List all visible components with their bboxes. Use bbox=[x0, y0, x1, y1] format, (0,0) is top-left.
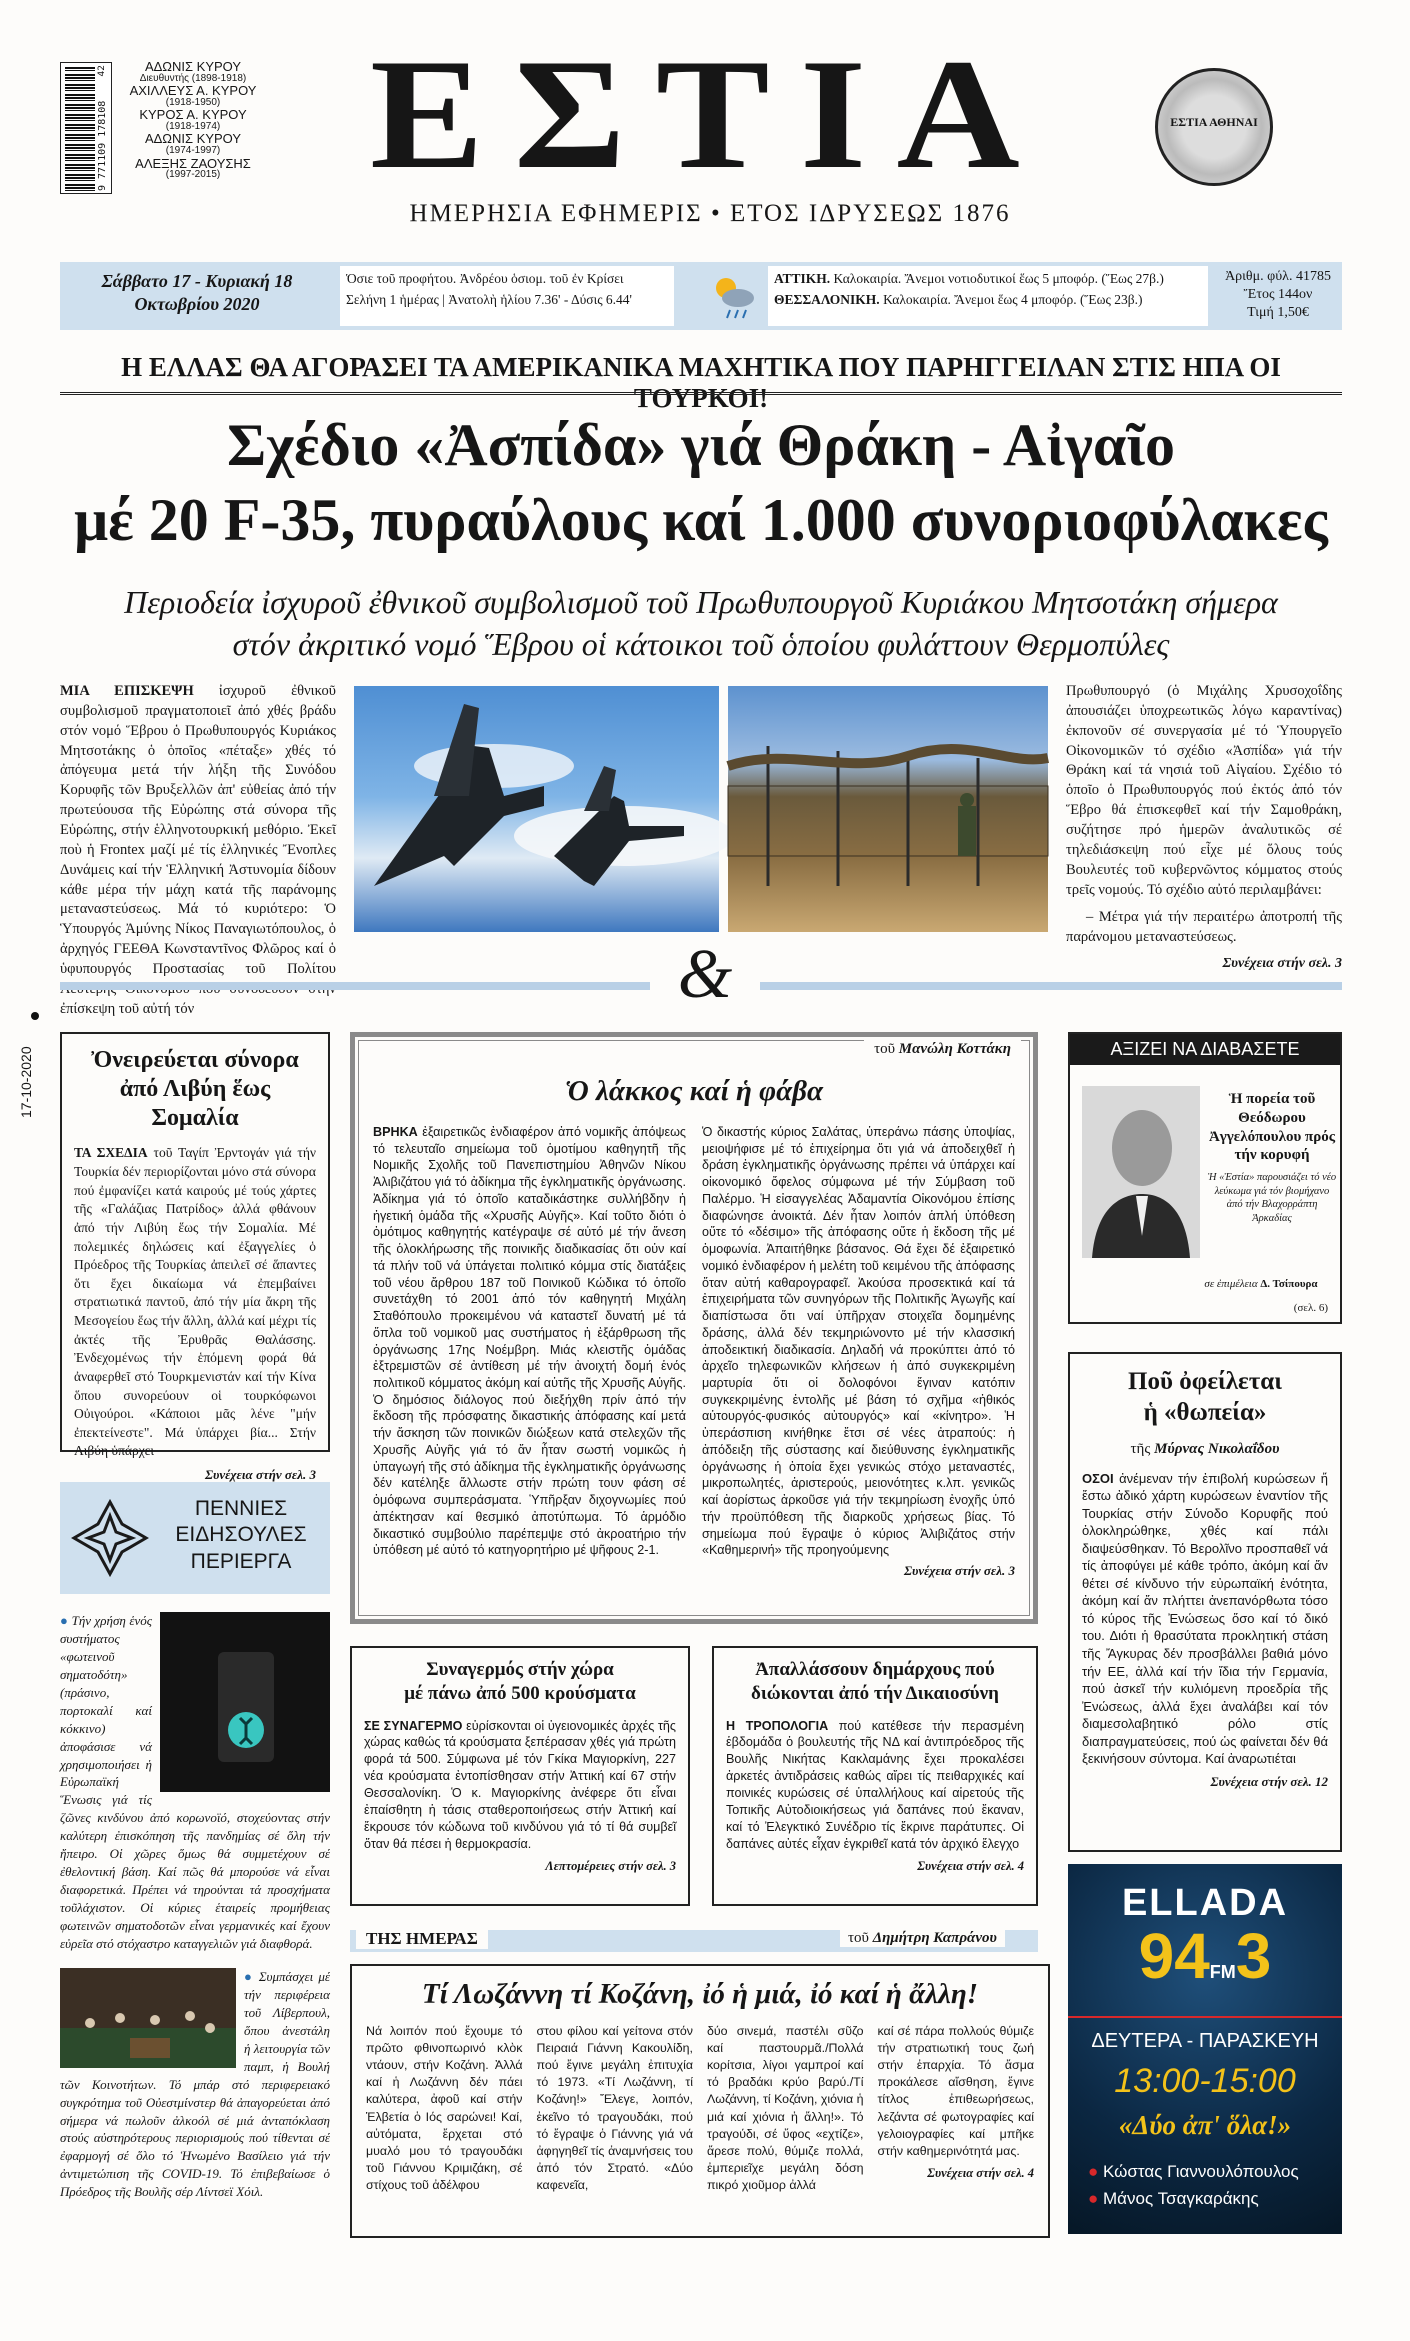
continued-link[interactable]: Συνέχεια στήν σελ. 4 bbox=[927, 2165, 1034, 2180]
article-title bbox=[364, 1658, 676, 1706]
byline-author: Μανώλη Κοττάκη bbox=[898, 1041, 1011, 1057]
worth-title: Ἡ πορεία τοῦ Θεόδωρου Ἀγγελόπουλου πρός τήν κορυφή bbox=[1208, 1091, 1336, 1164]
seal-emblem-icon bbox=[1155, 68, 1273, 186]
issue-year: Ἔτος 144ον bbox=[1243, 287, 1313, 303]
freq-fm: FM bbox=[1209, 1962, 1236, 1982]
masthead-title: ΕΣΤΙΑ bbox=[369, 27, 1051, 202]
gossip-item-1 bbox=[60, 1612, 330, 1952]
lead-story-left bbox=[60, 682, 336, 1017]
lead-body: ἰσχυροῦ ἐθνικοῦ συμβολισμοῦ πραγματοποιεῖ ἀπό χθές βράδυ στόν νομό Ἕβρου ὁ Πρωθυπουργός Κυριάκος Μητσοτάκης ὁ ὁποῖος «πέταξε» χθές τό ἀπόγευμα μετά τήν λήξη τῆς Συνόδου Κορυφῆς τῶν Βρυξελλῶν ἀπ' εὐθείας ἀπό τήν πρωτεύουσα τῆς Εὐρώπης στά σύνορα τῆς Εὐρώπης, στήν ἑλληνοτουρκική μεθόριο. Ἐκεῖ ποὺ ἡ Frontex μαζί μέ τίς ἑλληνικές Ἔνοπλες Δυνάμεις καί τήν Ἑλληνική Ἀστυνομία δίδουν κάθε μέρα τήν μάχη κατά τῆς παράνομης μεταναστεύσεως. Μά τό κυριότερο: Ὁ Ὑπουργός Ἀμύνης Νίκος Παναγιωτόπουλος, ὁ ἀρχηγός ΓΕΕΘΑ Κωνσταντῖνος Φλῶρος καί ὁ ὑφυπουργός Προστασίας τοῦ Πολίτου ἐπίσκεψη τοῦ αὐτή τόν bbox=[60, 683, 336, 1017]
article-title bbox=[726, 1658, 1024, 1706]
continued-link[interactable]: Συνέχεια στήν σελ. 3 bbox=[904, 1563, 1015, 1579]
lead-word: ΒΡΗΚΑ bbox=[373, 1125, 418, 1139]
weather-text: Καλοκαιρία. Ἄνεμοι νοτιοδυτικοί ἕως 5 μποφόρ. (Ἕως 27β.) bbox=[833, 271, 1164, 286]
subhead-line: στόν ἀκριτικό νομό Ἕβρου οἱ κάτοικοι τοῦ ὁποίου φυλάττουν Θερμοπύλες bbox=[232, 625, 1170, 662]
issue-date bbox=[62, 270, 332, 317]
editor-role: (1997-2015) bbox=[165, 169, 221, 181]
article-title bbox=[1082, 1366, 1328, 1429]
parliament-photo bbox=[60, 1968, 236, 2068]
continued-link[interactable]: Συνέχεια στήν σελ. 12 bbox=[1210, 1773, 1328, 1789]
title-line: ἡ «θωπεία» bbox=[1143, 1399, 1267, 1427]
gossip-title bbox=[156, 1496, 326, 1575]
lead-word: ΣΕ ΣΥΝΑΓΕΡΜΟ bbox=[364, 1718, 463, 1733]
article-body: εὑρίσκονται οἱ ὑγειονομικές ἀρχές τῆς χώρας καθώς τά κρούσματα ξεπέρασαν χθές γιά πρώτη φορά τά 500. Σύμφωνα μέ τόν Γκίκα Μαγιορκίνη, 227 νέα κρούσματα ἐντοπίσθησαν στήν Ἀττική καί 67 στήν Θεσσαλονίκη. Ὁ κ. Μαγιορκίνης ἀνέφερε ὅτι εἶναι ἐπαίσθητη ἡ τάσις σταθεροποιήσεως στήν Ἀττική καί ἔκρουσε τόν κώδωνα τοῦ κινδύνου γιά τό τί θά συμβεῖ ὅταν θά πέσει ἡ θερμοκρασία. bbox=[364, 1718, 677, 1851]
editor-name: ΑΔΩΝΙΣ ΚΥΡΟΥ bbox=[144, 59, 242, 74]
byline bbox=[1082, 1441, 1328, 1458]
issue-number: Ἀριθμ. φύλ. 41785 bbox=[1225, 269, 1331, 284]
day-tag: ΤΗΣ ΗΜΕΡΑΣ bbox=[356, 1929, 488, 1949]
lead-story-right bbox=[1066, 682, 1342, 972]
radio-hosts bbox=[1088, 2158, 1328, 2212]
radio-days: ΔΕΥΤΕΡΑ - ΠΑΡΑΣΚΕΥΗ bbox=[1091, 2030, 1319, 2052]
article-body: δύο σινεμά, παστέλι σῦζο καί παστουρμᾶ./Πολλά κορίτσια, λίγοι γαμπροί καί τό βραδάκι κρύο βαρύ./Τί Λωζάννη, τί Κοζάνη, χιόνια ἡ μιά καί χιόνια ἡ ἄλλη!». Τό τραγούδι, σέ ὕφος «εχτίζε», ἄρεσε πολύ, θύμιζε πολλά, ἐμπεριεῖχε μεγάλη δόση πικρό χιοῦμορ ἀλλά bbox=[707, 2024, 864, 2192]
gossip-title-line: ΕΙΔΗΣΟΥΛΕΣ bbox=[175, 1523, 307, 1547]
worth-reading-box bbox=[1068, 1032, 1342, 1324]
lead-word: Η ΤΡΟΠΟΛΟΓΙΑ bbox=[726, 1718, 829, 1733]
opinion-frame bbox=[350, 1032, 1038, 1624]
decorative-star-icon bbox=[70, 1494, 150, 1582]
covid-alarm-article bbox=[350, 1646, 690, 1906]
kicker-headline: Η ΕΛΛΑΣ ΘΑ ΑΓΟΡΑΣΕΙ ΤΑ ΑΜΕΡΙΚΑΝΙΚΑ ΜΑΧΗΤΙΚΑ ΠΟΥ ΠΑΡΗΓΓΕΙΛΑΝ ΣΤΙΣ ΗΠΑ ΟΙ ΤΟΥΡΚΟΙ! bbox=[121, 352, 1281, 413]
editor-role: Διευθυντής (1898-1918) bbox=[139, 72, 247, 84]
weather-sun-rain-icon bbox=[708, 270, 760, 322]
portrait-photo bbox=[1082, 1086, 1200, 1258]
editor-name: ΑΛΕΞΗΣ ΖΑΟΥΣΗΣ bbox=[135, 155, 251, 171]
saints-line: Ὁσιε τοῦ προφήτου. Ἀνδρέου ὁσιομ. τοῦ ἐν Κρίσει bbox=[346, 271, 624, 286]
main-headline bbox=[60, 408, 1342, 558]
saints-calendar bbox=[340, 266, 674, 326]
barcode-digits: 9 771109 178108 bbox=[97, 100, 108, 191]
side-date: 17-10-2020 bbox=[18, 1046, 34, 1118]
editor-name: ΑΔΩΝΙΣ ΚΥΡΟΥ bbox=[144, 131, 242, 147]
host-name: Μάνος Τσαγκαράκης bbox=[1103, 2189, 1259, 2209]
weather-region: ΘΕΣΣΑΛΟΝΙΚΗ. bbox=[774, 291, 880, 307]
separator-bar bbox=[760, 982, 1342, 990]
radio-brand: ELLADA bbox=[1121, 1882, 1289, 1924]
radio-ad[interactable] bbox=[1068, 1864, 1342, 2234]
side-dot bbox=[31, 1012, 39, 1020]
weather-region: ΑΤΤΙΚΗ. bbox=[774, 271, 831, 286]
gossip-body: Συμπάσχει μέ τήν περιφέρεια τοῦ Λίβερπουλ, ὅπου ἀνεστάλη ἡ λειτουργία τῶν παμπ, ἡ Βουλή τῶν Κοινοτήτων. Τό μπάρ στό περιφερειακό συγκρότημα τοῦ Οὐεστμίνστερ θά ἀπαγορεύεται ἀπό σήμερα νά πωλοῦν ἀλκοόλ σέ μιά ἀνταπόκλαση στούς αὐστηρότερους περιορισμούς πού τίθενται σέ ἐφαρμογή σέ ὅλο τό Ἡνωμένο Βασίλειο γιά τήν ἀντιμετώπιση τῆς COVID-19. Τό ἐπιβεβαίωσε ὁ Πρόεδρος τῆς Βουλῆς σέρ Λίντσεϊ Χόιλ. bbox=[60, 1969, 330, 2200]
bullet-icon: ● bbox=[60, 1613, 69, 1628]
border-fence-photo bbox=[728, 686, 1048, 932]
editors-list bbox=[118, 60, 268, 181]
lead-word: ΜΙΑ ΕΠΙΣΚΕΨΗ bbox=[60, 683, 194, 699]
subhead-line: Περιοδεία ἰσχυροῦ ἐθνικοῦ συμβολισμοῦ τοῦ Πρωθυπουργοῦ Κυριάκου Μητσοτάκη σήμερα bbox=[124, 584, 1278, 620]
byline-author: Δημήτρη Καπράνου bbox=[872, 1930, 997, 1946]
editor-name: Δ. Τσίπουρα bbox=[1260, 1278, 1318, 1290]
article-body: πού κατέθεσε τήν περασμένη ἑβδομάδα ὁ βουλευτής τῆς ΝΔ καί ἀντιπρόεδρος τῆς Βουλῆς Νικήτας Κακλαμάνης ἔχει προκαλέσει ἀρκετές ἀντιδράσεις καθώς αἴρει τίς πειθαρχικές καί ποινικές κυρώσεις σέ ὑπαλλήλους καί αἱρετούς τῆς Τοπικῆς Αὐτοδιοικήσεως γιά δαπάνες πού ἔκαναν, καί τό Ἐλεγκτικό Συνέδριο τίς ἔκρινε παράτυπες. Οἱ δαπάνες αὐτές εἶχαν ἐγκριθεῖ κατά τόν ἀρχικό ἔλεγχο bbox=[726, 1718, 1024, 1851]
article-title: Ὀνειρεύεται σύνορα ἀπό Λιβύη ἕως Σομαλία bbox=[91, 1047, 299, 1131]
article-body: καί σέ πάρα πολλούς θύμιζε τήν στρατιωτική τους ζωή στήν ἐπαρχία. Τό ἄσμα προκάλεσε αἴσθηση, ἔγινε τίτλος ἐπιθεωρήσεως, λεζάντα σέ φωτογραφίες καί γελοιογραφίες καί μπῆκε στήν καθημερινότητά μας. bbox=[877, 2024, 1034, 2158]
weather-text: Καλοκαιρία. Ἄνεμοι ἕως 4 μποφόρ. (Ἕως 23β.) bbox=[883, 291, 1143, 307]
issue-code: 42 bbox=[97, 65, 107, 77]
worth-editor bbox=[1186, 1278, 1336, 1290]
article-body: Ὁ δικαστής κύριος Σαλάτας, ὑπεράνω πάσης ὑποψίας, μειοψήφισε μέ τό ἐπιχείρημα ὅτι γιά νά ἀποδειχθεῖ ἡ δράση ἐγκληματικῆς ὀργάνωσης πρέπει νά ὑπάρχει καί οἰκονομικό ὄφελος σύμφωνα μέ τήν Σύμβαση τοῦ Παλέρμο. Ἡ εἰσαγγελέας Ἀδαμαντία Οἰκονόμου ἐπίσης διαφώνησε ἀνοικτά. Δέν ἦταν λοιπόν ἁπλή ὑπόθεση οὔτε τό «δέσιμο» τῆς ἀπόφασης οὔτε ἡ ἔκδοση τῆς μέ ὁμοφωνία. Ἀπαιτήθηκε βάσανος. Θά ἔχει δέ ἐξαιρετικό νομικό ἐνδιαφέρον ἡ μελέτη τοῦ κειμένου τῆς ἀπόφασης ὅταν αὐτή καθαρογραφεῖ. Ἀκούσα προσεκτικά καί τά ἐπιχειρήματα τῶν συνηγόρων τῆς Πολιτικῆς Ἀγωγῆς καί διαπίστωσα ὅτι ναί ὑπῆρχαν στοιχεῖα δομημένης δράσης, ἀλλά δέν τεκμηριώνοντο μέ τήν κλασσική ἀποδεικτική διαδικασία. Δηλαδή νά προκύπτει ἀπό τό ἀρχεῖο τηλεφωνικῶν κλήσεων ἡ ἀπό συγκεκριμένη μαρτυρία ὅτι οἱ δολοφόνοι ἔγιναν κατόπιν συγκεκριμένης ἐντολῆς μέ βάση τό σχῆμα «ἠθικός αὐτουργός-φυσικός αὐτουργός» καί «κίνητρο». Ἡ ὑπεράσπιση κινήθηκε ἔτσι σέ νέες ἀτραπούς: ἡ ἀπόδειξη τῆς σύστασης καί διεύθυνσης ἐγκληματικῆς ὀργάνωσης ἡ ὁποία ἔχει γενικώς στόχο μεταναστές, μικροπωλητές, ἀριστερούς, μειονότητες κ.λπ. γενικῶς καί ἀορίστως ἀρκοῦσε γιά τήν τεκμηρίωση ἐνοχῆς ὑπό τήν προϋπόθεση τῆς διαρκοῦς χρήσεως βίας. Τό σημείωμα πού ἔγραψε ὁ κύριος Ἀλιβιζάτος στήν «Καθημερινή» τῆς προηγούμενης bbox=[702, 1125, 1015, 1558]
continued-link[interactable]: Συνέχεια στήν σελ. 3 bbox=[205, 1467, 316, 1483]
byline-prefix: τῆς bbox=[1130, 1440, 1151, 1457]
editor-role: (1918-1974) bbox=[165, 120, 221, 132]
gossip-title-line: ΠΕΡΙΕΡΓΑ bbox=[190, 1549, 292, 1573]
article-body: τοῦ Ταγίπ Ἐρντογάν γιά τήν Τουρκία δέν περιορίζονται μόνο στά σύνορα πού ἐμφανίζει κατά καιρούς μέ τούς χάρτες τῆς «Γαλάζιας Πατρίδος» ἀλλά φθάνουν ἀπό τήν Λιβύη ἕως τήν Σομαλία. Μέ πολεμικές δηλώσεις καί ἐξαγγελίες ὁ Πρόεδρος τῆς Τουρκίας ἀπειλεῖ σέ ἅπαντες ὅτι ἔχει δικαίωμα νά ἐπεμβαίνει στρατιωτικά παντοῦ, ἀπό τήν μία ἄκρη τῆς Μεσογείου ἕως τήν ἄλλη, ἀλλά καί μέχρι τίς ἀκτές τῆς Ἐρυθρᾶς Θαλάσσης. Ἐνδεχομένως τήν ἑπόμενη φορά θά ἀναφερθεῖ στό Τουρκμενιστάν καί τήν Κίνα ὅπου συνορεύουν οἱ τουρκόφωνοι Οὐιγούροι. «Κάποιοι μᾶς λένε "μήν ἐπεκτείνεστε". Μά ὑπάρχει βία... Στήν Λιβύη ὑπάρχει bbox=[74, 1145, 317, 1459]
title-line: Ἀπαλλάσσουν δημάρχους πού bbox=[755, 1659, 995, 1680]
gossip-title-line: ΠΕΝΝΙΕΣ bbox=[194, 1497, 288, 1520]
editor-prefix: σε ἐπιμέλεια bbox=[1204, 1278, 1258, 1290]
headline-line: Σχέδιο «Ἀσπίδα» γιά Θράκη - Αἰγαῖο bbox=[227, 412, 1175, 478]
article-title: Ὁ λάκκος καί ἡ φάβα bbox=[564, 1075, 824, 1107]
title-line: διώκονται ἀπό τήν Δικαιοσύνη bbox=[751, 1682, 999, 1704]
editor-role: (1974-1997) bbox=[165, 145, 221, 157]
continued-link[interactable]: Συνέχεια στήν σελ. 3 bbox=[1222, 956, 1342, 972]
freq-decimal: 3 bbox=[1235, 1920, 1272, 1992]
radio-frequency bbox=[1068, 1920, 1342, 1992]
divider bbox=[1068, 2016, 1342, 2018]
editor-name: ΑΧΙΛΛΕΥΣ Α. ΚΥΡΟΥ bbox=[129, 83, 257, 99]
price: Τιμή 1,50€ bbox=[1247, 305, 1309, 321]
traffic-light-photo bbox=[160, 1612, 330, 1792]
lead-bullet: – Μέτρα γιά τήν περαιτέρω ἀποτροπή τῆς παράνομου μεταναστεύσεως. bbox=[1066, 909, 1342, 946]
opinion-article bbox=[358, 1040, 1030, 1616]
article-body: ἀνέμεναν τήν ἐπιβολή κυρώσεων ἤ ἔστω ἀδικό χάρτη κυρώσεων ἐναντίον τῆς Τουρκίας στήν Σύνοδο Κορυφῆς πού ὁλοκληρώθηκε, χθές καί πάλι διαψεύσθηκαν. Τό Βερολῖνο προσπαθεῖ νά τίς ἀποφύγει μέ κάθε τρόπο, ἀκόμη καί ἄν θέτει σέ κίνδυνο τήν εὐρωπαϊκή ἑνότητα, ἀκόμη καί ἄν πλήττει ἀνεπανόρθωτα τόσο τό κύρος τῆς Ἐνώσεως ὅσο καί τό δικό του. Διότι ἡ θρασύτατα προκλητική στάση τῆς Ἄγκυρας δέν προσβάλλει βαθιά μόνο τήν ΕΕ, ἀλλά καί τήν ἴδια τήν Γερμανία, πού ἀσκεῖ τήν κυλιόμενη προεδρία τῆς Ἐνώσεως, ἀλλά ἔχει ἀναλάβει καί τόν διαμεσολαβητικό ρόλο στίς διαπραγματεύσεις, πού ὡς φαίνεται δέν θά ξεκινήσουν σύντομα. Καί ἀναρωτιέται bbox=[1082, 1470, 1329, 1767]
date-line: Σάββατο 17 - Κυριακή 18 bbox=[101, 271, 293, 291]
byline bbox=[864, 1039, 1021, 1060]
article-title: Τί Λωζάννη τί Κοζάνη, ἰό ἡ μιά, ἰό καί ἡ ἄλλη! bbox=[421, 1978, 979, 2010]
article-body: στου φίλου καί γείτονα στόν Πειραιά Γιάννη Κακουλίδη, πού ἔγινε μεγάλη ἐπιτυχία τό 1973. «Τί Λωζάννη, τί Κοζάνη!» Ἔλεγε, λοιπόν, ἐκεῖνο τό τραγουδάκι, πού τό ἔγραψε ὁ Γιάννης γιά νά ἀφηγηθεῖ τίς ἀναμνήσεις του ἀπό τόν Στρατό. «Δύο καφενεῖα, bbox=[536, 2024, 693, 2192]
barcode bbox=[60, 62, 112, 194]
f35-jets-photo bbox=[354, 686, 719, 932]
freq-main: 94 bbox=[1138, 1920, 1210, 1992]
title-line: Ποῦ ὀφείλεται bbox=[1128, 1368, 1282, 1395]
bullet-icon: ● bbox=[244, 1969, 254, 1984]
radio-time: 13:00-15:00 bbox=[1114, 2062, 1296, 2100]
seal-text: ΕΣΤΙΑ ΑΘΗΝΑΙ bbox=[1170, 115, 1258, 129]
radio-show: «Δύο ἀπ' ὅλα!» bbox=[1118, 2110, 1292, 2140]
lead-word: ΟΣΟΙ bbox=[1082, 1470, 1114, 1486]
article-body: ἐξαιρετικῶς ἐνδιαφέρον ἀπό νομικῆς ἀπόψεως τό τελευταῖο σημείωμα τοῦ ὁμοτίμου καθηγητῆ τῆς Νομικῆς Σχολῆς τοῦ Πανεπιστημίου Ἀθηνῶν Νίκου Ἀλιβιζάτου γιά τό ἀδίκημα τῆς ἐγκληματικῆς ὀργάνωσης. Ἀδίκημα γιά τό ὁποῖο καταδικάστηκε συλλήβδην ἡ ἡγετική ὁμάδα τῆς «Χρυσῆς Αὐγῆς». Καί τοῦτο διότι ὁ ὁμότιμος καθηγητής κατέγραψε σέ αὐτό μέ τήν ἄνεση τῆς ὁλοκλήρωσης τῆς ποινικῆς διαδικασίας ὅτι οὐν καί τά πλήν τοῦ νά ὑπάγεται πολιτικό κόμμα στίς διατάξεις τοῦ νέου ἄρθρου 187 τοῦ Ποινικοῦ Κώδικα τό ὁποῖο συνετάχθη τό 2001 ἀπό τόν καθηγητή Μιχάλη Σταθόπουλο προκειμένου νά καταστεῖ δυνατή μέ τά ὅπλα τοῦ νομικοῦ μας συστήματος ἡ ἐξάρθρωση τῆς ὀργάνωσης 17ης Νοέμβρη. Μιάς κλειστῆς ὁμάδας ἐξτρεμιστῶν σέ ἀντίθεση μέ τήν ἀνοιχτή δομή ἑνός πολιτικοῦ κόμματος ἀκόμη καί αὐτῆς τῆς Χρυσῆς Αὐγῆς. Ὁ δημόσιος διάλογος πού διεξήχθη πρίν ἀπό τήν ἔκδοση τῆς πρόσφατης δικαστικής ἀπόφασης καί μετά τήν ἄσκηση τῶν ποινικῶν διώξεων κατά στελεχῶν τῆς Χρυσῆς Αὐγῆς γιά τό ἄν ἦταν σωστή νομικῶς ἡ ὑπαγωγή τῆς στό ἀδίκημα τῆς ἐγκληματικῆς ὀργάνωσης δέν κατέληξε ἄλλωστε στήν πρώτη τουν φάση σέ ὁμόφωνα συμπεράσματα. Ὑπῆρξαν διχογνωμίες πού ἀπέκτησαν καί θεσμικό ἀποτύπωμα. Τό ἁρμόδιο δικαστικό συμβούλιο παρέπεμψε στό ἀκροατήριο τήν ὑπόθεση μέ αὐτό τό κατηγορητήριο μέ ψῆφους 2-1. bbox=[373, 1125, 687, 1558]
gossip-item-2 bbox=[60, 1968, 330, 2308]
masthead-subtitle: ΗΜΕΡΗΣΙΑ ΕΦΗΜΕΡΙΣ • ΕΤΟΣ ΙΔΡΥΣΕΩΣ 1876 bbox=[409, 200, 1011, 227]
host-name: Κώστας Γιαννουλόπουλος bbox=[1103, 2162, 1299, 2181]
byline bbox=[840, 1930, 1005, 1947]
lead-body: Πρωθυπουργό (ὁ Μιχάλης Χρυσοχοΐδης ἀπουσιάζει ὑποχρεωτικῶς λόγω καραντίνας) ἐκπονοῦν σέ συνεργασία μέ τό Ὑπουργεῖο Οἰκονομικῶν τό σχέδιο «Ἀσπίδα» γιά τήν Θράκη καί τά νησιά τοῦ Αἰγαίου. Σχέδιο τό ὁποῖο ὁ Πρωθυπουργός πού ἐκτός ἀπό τόν Ἕβρο θά ἐπισκεφθεῖ καί τήν Σαμοθράκη, συζήτησε πρό ἡμερῶν ἀναλυτικῶς σέ τηλεδιάσκεψη πού εἶχε μέ ὅλους τούς Βουλευτές τοῦ κυβερνῶντος κόμματος στούς τρεῖς νομούς. Τό σχέδιο αὐτό περιλαμβάνει: bbox=[1066, 683, 1342, 898]
gossip-header bbox=[60, 1482, 330, 1594]
worth-reading-header: ΑΞΙΖΕΙ ΝΑ ΔΙΑΒΑΣΕΤΕ bbox=[1070, 1034, 1340, 1065]
title-line: μέ πάνω ἀπό 500 κρούσματα bbox=[404, 1682, 636, 1704]
date-line: Οκτωβρίου 2020 bbox=[134, 294, 260, 315]
divider bbox=[60, 392, 1342, 395]
day-article bbox=[350, 1964, 1050, 2238]
byline-prefix: τοῦ bbox=[874, 1041, 896, 1057]
editor-role: (1918-1950) bbox=[165, 96, 221, 108]
separator-bar bbox=[60, 982, 650, 990]
sun-times: Σελήνη 1 ἡμέρας | Ἀνατολὴ ἡλίου 7.36' - Δύσις 6.44' bbox=[346, 291, 632, 307]
bullet-icon: ● bbox=[1088, 2189, 1099, 2209]
headline-line: μέ 20 F-35, πυραύλους καί 1.000 συνοριοφύλακες bbox=[74, 487, 1328, 553]
ampersand: & bbox=[677, 936, 733, 1013]
flattery-article bbox=[1068, 1352, 1342, 1852]
issue-info bbox=[1216, 268, 1340, 323]
page-ref[interactable]: (σελ. 6) bbox=[1293, 1302, 1328, 1314]
mayors-article bbox=[712, 1646, 1038, 1906]
continued-link[interactable]: Λεπτομέρειες στήν σελ. 3 bbox=[545, 1858, 676, 1873]
article-body: Νά λοιπόν πού ἔχουμε τό πρῶτο φθινοπωρινό κλὸκ ντάουν, στήν Κοζάνη. Ἀλλά καί ἡ Λωζάννη δέν πάει καλύτερα, ἀφοῦ καί στήν Ἑλβετία ὁ Ιός σαρώνει! Καί, αὐτόματα, ἔρχεται στό μυαλό μου τό τραγουδάκι τοῦ Γιάννου Κριμιζάκη, σέ στίχους τοῦ ἀδέλφου bbox=[366, 2024, 523, 2192]
editor-name: ΚΥΡΟΣ Α. ΚΥΡΟΥ bbox=[139, 107, 247, 123]
worth-reading-content bbox=[1206, 1090, 1338, 1226]
worth-text: Ἡ «Ἑστία» παρουσιάζει τό νέο λεύκωμα γιά τόν βιομήχανο ἀπό τήν Βλαχορράπτη Ἀρκαδίας bbox=[1207, 1172, 1337, 1224]
continued-link[interactable]: Συνέχεια στήν σελ. 4 bbox=[917, 1858, 1024, 1873]
title-line: Συναγερμός στήν χώρα bbox=[426, 1659, 614, 1680]
sub-headline bbox=[60, 582, 1342, 665]
bullet-icon: ● bbox=[1088, 2162, 1099, 2181]
byline-author: Μύρνας Νικολαΐδου bbox=[1154, 1440, 1280, 1457]
lead-word: ΤΑ ΣΧΕΔΙΑ bbox=[74, 1145, 148, 1161]
gossip-body: Τήν χρήση ἑνός συστήματος «φωτεινοῦ σηματοδότη» (πράσινο, πορτοκαλί καί κόκκινο) ἀποφάσισε νά χρησιμοποιήσει ἡ Εὐρωπαϊκή Ἕνωσις γιά τίς ζῶνες κινδύνου ἀπό κορωνοϊό, στοχεύοντας στήν καλύτερη ἐπισκόπηση τῆς πανδημίας σέ ὅλη τήν ἤπειρο. Οἱ χῶρες ὅμως θά συμμετέχουν σέ ἐθελοντική βάση. Καί πῶς θά μπορούσε νά εἶναι διαφορετικά. Πρέπει νά τηρούνται τά προσχήματα τοῦλάχιστον. Οἱ κύριες ἑταιρείς προμήθειας φωτεινῶν σηματοδοτῶν εἶναι γερμανικές καί ἔχουν εὐρεῖα στό στόχαστρο καταγγελιῶν γιά διαφθορά. bbox=[60, 1613, 330, 1951]
libya-article bbox=[60, 1032, 330, 1483]
byline-prefix: τοῦ bbox=[848, 1930, 869, 1946]
weather-forecast bbox=[768, 266, 1208, 326]
